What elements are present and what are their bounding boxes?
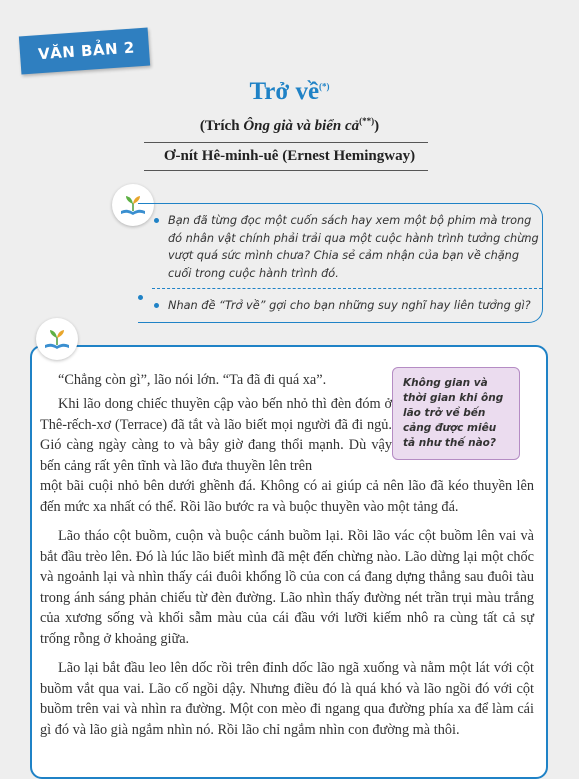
prep-question: Nhan đề “Trở về” gợi cho bạn những suy nghĩ hay liên tưởng gì? bbox=[168, 297, 542, 315]
page-title bbox=[0, 78, 579, 106]
preparation-box bbox=[138, 203, 543, 323]
preparation-list bbox=[138, 212, 542, 315]
paragraph: Lão lại bắt đầu leo lên dốc rồi trên đỉnh dốc lão ngã xuống và nằm một lát với cột buồm vắt qua vai. Lão cố ngồi dậy. Nhưng điều đó là quá khó và lão ngồi đó với cột buồm trên vai và nhìn ra đường. Một con mèo đi ngang qua đường phía xa để làm cái gì đó và lão già ngắm nhìn nó. Rồi lão chỉ ngắm nhìn con đường mà thôi. bbox=[40, 660, 534, 738]
author: Ơ-nít Hê-minh-uê (Ernest Hemingway) bbox=[163, 148, 416, 164]
paragraph: Lão tháo cột buồm, cuộn và buộc cánh buồm lại. Rồi lão vác cột buồm lên vai và bắt đầu trèo lên. Đó là lúc lão biết mình đã mệt đến chừng nào. Lão dừng lại một chốc và ngoảnh lại và nhìn thấy cái đuôi khổng lồ của con cá đang dựng thẳng sau đuôi tàu trong ánh sáng phản chiếu từ đèn đường. Lão nhìn thấy đường nét trần trụi màu trắng của xương sống và khối sẫm màu của cái đầu với lưỡi kiếm nhô ra cùng tất cả sự trống rỗng ở khoảng giữa. bbox=[40, 528, 534, 647]
author-rule-bottom bbox=[144, 170, 428, 171]
paragraph: Khi lão dong chiếc thuyền cập vào bến nhỏ thì đèn đóm ở Thê-rếch-xơ (Terrace) đã tắt và lão biết mọi người đã đi ngủ. Gió càng ngày càng to và bây giờ đang thổi mạnh. Dù vậy bến cảng rất yên tĩnh và lão đưa thuyền lên trên bbox=[40, 396, 392, 474]
excerpt-work: Ông già và biển cả bbox=[243, 118, 360, 134]
book-sprout-icon bbox=[36, 318, 78, 360]
paragraph-continuation: một bãi cuội nhỏ bên dưới ghềnh đá. Không có ai giúp cả nên lão đã kéo thuyền lên đến mức xa nhất có thể. Rồi lão bước ra và buộc thuyền vào một tảng đá. bbox=[40, 478, 534, 515]
title-footnote-mark: (*) bbox=[319, 81, 330, 92]
author-rule-top bbox=[144, 142, 428, 143]
excerpt-suffix: ) bbox=[374, 118, 380, 134]
excerpt-line bbox=[0, 116, 579, 135]
prep-question: Bạn đã từng đọc một cuốn sách hay xem một bộ phim mà trong đó nhân vật chính phải trải qua một cuộc hành trình tưởng chừng vượt quá sức mình chưa? Chia sẻ cảm nhận của bạn về chặng cuối trong cuộc hành trình đó. bbox=[168, 212, 542, 282]
excerpt-prefix: (Trích bbox=[199, 118, 244, 134]
section-tag: VĂN BẢN 2 bbox=[19, 28, 150, 75]
excerpt-footnote-mark: (**) bbox=[359, 116, 375, 126]
paragraph: “Chẳng còn gì”, lão nói lớn. “Ta đã đi quá xa”. bbox=[58, 372, 327, 388]
reading-note: Không gian và thời gian khi ông lão trở về bến cảng được miêu tả như thế nào? bbox=[392, 367, 520, 460]
title-text: Trở về bbox=[249, 78, 320, 105]
prep-divider bbox=[152, 288, 542, 289]
